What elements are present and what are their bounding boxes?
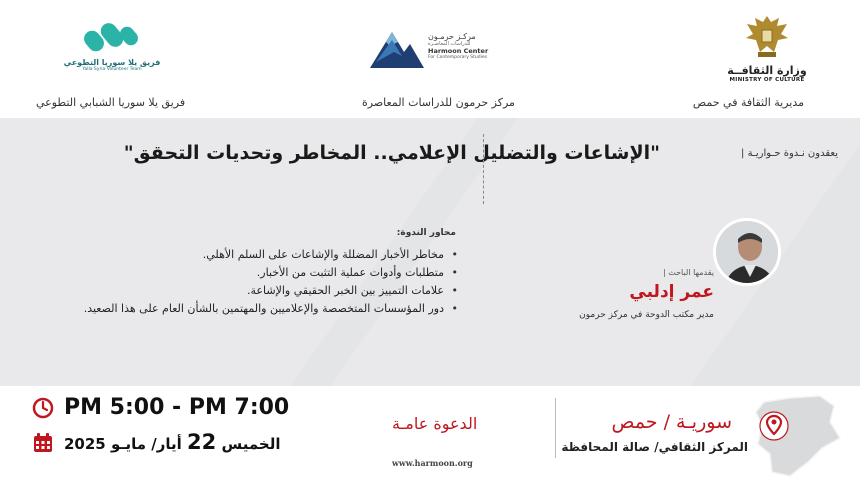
header [0,0,860,118]
axes-list [18,246,458,318]
yalla-arabic-name: فريق يلا سوريا التطوعي [63,58,161,67]
mountain-icon [368,26,426,70]
axis-item: • مخاطر الأخبار المضللة والإشاعات على السلم الأهلي. [18,246,458,264]
axis-item: • متطلبات وأدوات عملية التثبت من الأخبار. [18,264,458,282]
harmoon-logo [368,24,498,74]
ministry-english-name: MINISTRY OF CULTURE [729,77,805,83]
yalla-english-name: Yalla Syria Volunteer Team [82,67,142,72]
ministry-arabic-name: وزارة الثقافــة [727,64,807,77]
event-time: PM 5:00 - PM 7:00 [64,395,290,420]
ministry-logo [722,12,812,83]
calendar-icon [32,432,54,454]
yalla-syria-logo [62,12,162,72]
seminar-title: "الإشاعات والتضليل الإعلامي.. المخاطر وتحديات التحقق" [123,142,660,164]
yalla-pills-icon [80,12,144,54]
public-invitation: الدعوة عامـة [392,414,478,433]
seminar-intro: يعقدون نـدوة حـواريـة | [741,148,838,159]
footer-divider [555,398,556,458]
date-weekday: الخميس [221,435,281,453]
yalla-label: فريق يلا سوريا الشبابي التطوعي [36,96,186,109]
event-date [64,430,280,454]
harmoon-english-line2: For Contemporary Studies [428,55,487,60]
clock-icon [32,397,54,419]
presented-by-label: يقدمها الباحث | [663,268,714,277]
harmoon-arabic-line1: مركـز حرمـون [428,32,476,41]
harmoon-label: مركز حرمون للدراسات المعاصرة [362,96,515,109]
speaker-avatar [713,218,781,286]
eagle-emblem-icon [744,12,790,60]
location-city: سوريـة / حمص [611,411,732,433]
location-pin-icon [760,412,788,440]
ministry-directorate-label: مديرية الثقافة في حمص [692,96,804,109]
harmoon-english-line1: Harmoon Center [428,47,489,55]
syria-map-icon [750,392,846,480]
axis-item: • علامات التمييز بين الخبر الحقيقي والإشاعة. [18,282,458,300]
axes-heading: محاور الندوة: [396,228,456,238]
date-month-year: أيار/ مايـو 2025 [64,435,182,453]
harmoon-arabic-line2: للدراسات المعاصـرة [428,41,471,47]
location-venue: المركز الثقافي/ صالة المحافظة [561,440,748,454]
date-day: 22 [187,430,217,454]
speaker-name: عمر إدلبي [629,282,714,302]
website-link[interactable]: www.harmoon.org [392,458,473,468]
section-divider [483,134,484,204]
axis-item: • دور المؤسسات المتخصصة والإعلاميين والمهتمين بالشأن العام على هذا الصعيد. [18,300,458,318]
speaker-role: مدير مكتب الدوحة في مركز حرمون [579,310,714,320]
